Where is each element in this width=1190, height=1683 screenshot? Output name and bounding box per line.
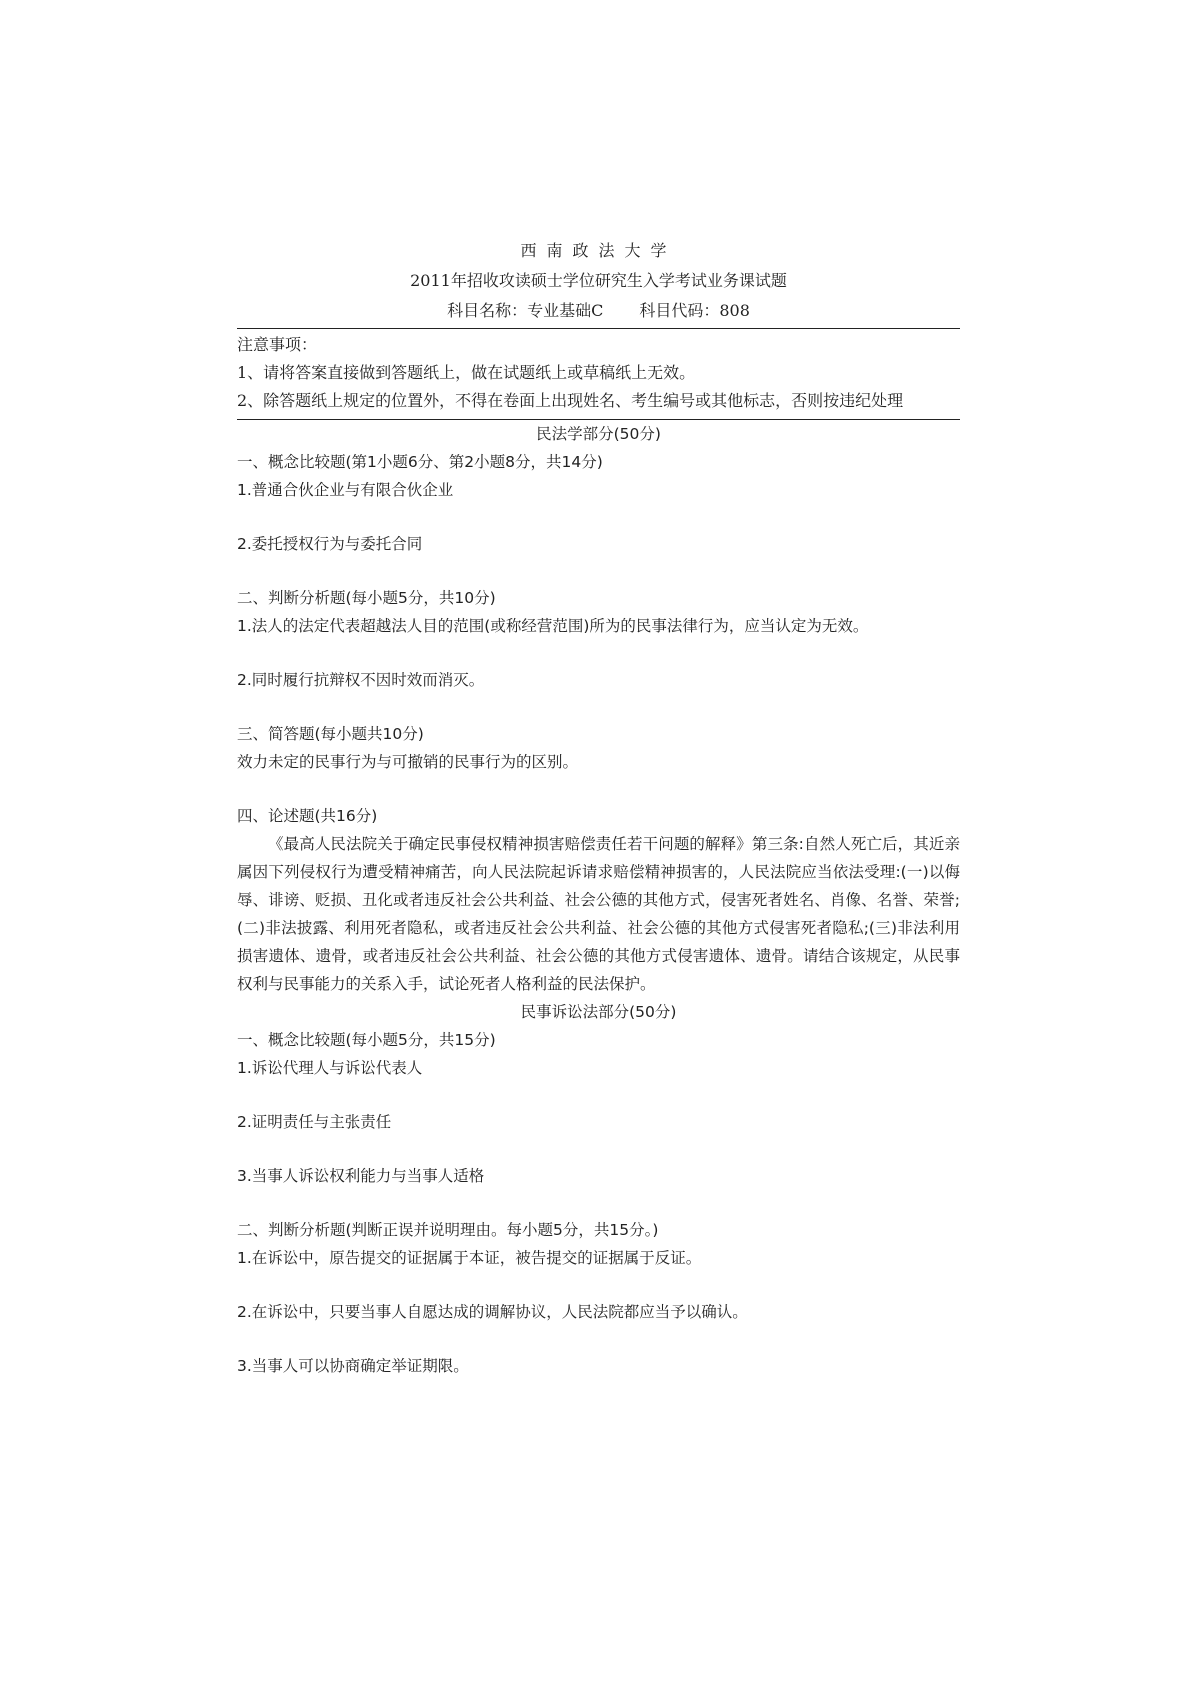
question: 2.委托授权行为与委托合同 xyxy=(237,535,423,553)
notice-item: 2、除答题纸上规定的位置外，不得在卷面上出现姓名、考生编号或其他标志，否则按违纪处理 xyxy=(237,391,904,410)
section-heading: 一、概念比较题(第1小题6分、第2小题8分，共14分) xyxy=(237,453,603,471)
exam-title: 2011年招收攻读硕士学位研究生入学考试业务课试题 xyxy=(410,271,787,290)
section-heading: 四、论述题(共16分) xyxy=(237,807,378,825)
question: 2.证明责任与主张责任 xyxy=(237,1113,392,1131)
question: 1.法人的法定代表超越法人目的范围(或称经营范围)所为的民事法律行为，应当认定为无效。 xyxy=(237,617,869,635)
section-heading: 二、判断分析题(判断正误并说明理由。每小题5分，共15分。) xyxy=(237,1221,659,1239)
civil-law-section-title: 民法学部分(50分) xyxy=(536,425,661,443)
section-heading: 二、判断分析题(每小题5分，共10分) xyxy=(237,589,496,607)
school-name: 西南政法大学 xyxy=(520,241,677,260)
subject-code: 科目代码：808 xyxy=(639,301,750,320)
question: 1.普通合伙企业与有限合伙企业 xyxy=(237,481,454,499)
question: 3.当事人可以协商确定举证期限。 xyxy=(237,1357,469,1375)
question: 2.同时履行抗辩权不因时效而消灭。 xyxy=(237,671,485,689)
notice-section xyxy=(237,331,960,415)
header-divider xyxy=(237,328,960,329)
subject-line xyxy=(237,296,960,326)
subject-name: 科目名称：专业基础C xyxy=(447,301,604,320)
civil-procedure-section-title: 民事诉讼法部分(50分) xyxy=(520,1003,677,1021)
notice-item: 1、请将答案直接做到答题纸上，做在试题纸上或草稿纸上无效。 xyxy=(237,363,696,382)
exam-body xyxy=(237,420,960,1380)
question: 1.诉讼代理人与诉讼代表人 xyxy=(237,1059,423,1077)
exam-page xyxy=(237,236,960,1380)
question: 3.当事人诉讼权利能力与当事人适格 xyxy=(237,1167,485,1185)
question: 效力未定的民事行为与可撤销的民事行为的区别。 xyxy=(237,753,579,771)
question: 1.在诉讼中，原告提交的证据属于本证，被告提交的证据属于反证。 xyxy=(237,1249,702,1267)
notice-heading: 注意事项： xyxy=(237,335,318,354)
essay-question: 《最高人民法院关于确定民事侵权精神损害赔偿责任若干问题的解释》第三条:自然人死亡后，其近亲属因下列侵权行为遭受精神痛苦，向人民法院起诉请求赔偿精神损害的，人民法院应当依法受理:(一)以侮辱、诽谤、贬损、丑化或者违反社会公共利益、社会公德的其他方式，侵害死者姓名、肖像、名誉、荣誉;(二)非法披露、利用死者隐私，或者违反社会公共利益、社会公德的其他方式侵害死者隐私;(三)非法利用损害遗体、遗骨，或者违反社会公共利益、社会公德的其他方式侵害遗体、遗骨。请结合该规定，从民事权利与民事能力的关系入手，试论死者人格利益的民法保护。 xyxy=(237,835,960,993)
question: 2.在诉讼中，只要当事人自愿达成的调解协议，人民法院都应当予以确认。 xyxy=(237,1303,748,1321)
section-heading: 三、简答题(每小题共10分) xyxy=(237,725,424,743)
section-heading: 一、概念比较题(每小题5分，共15分) xyxy=(237,1031,496,1049)
